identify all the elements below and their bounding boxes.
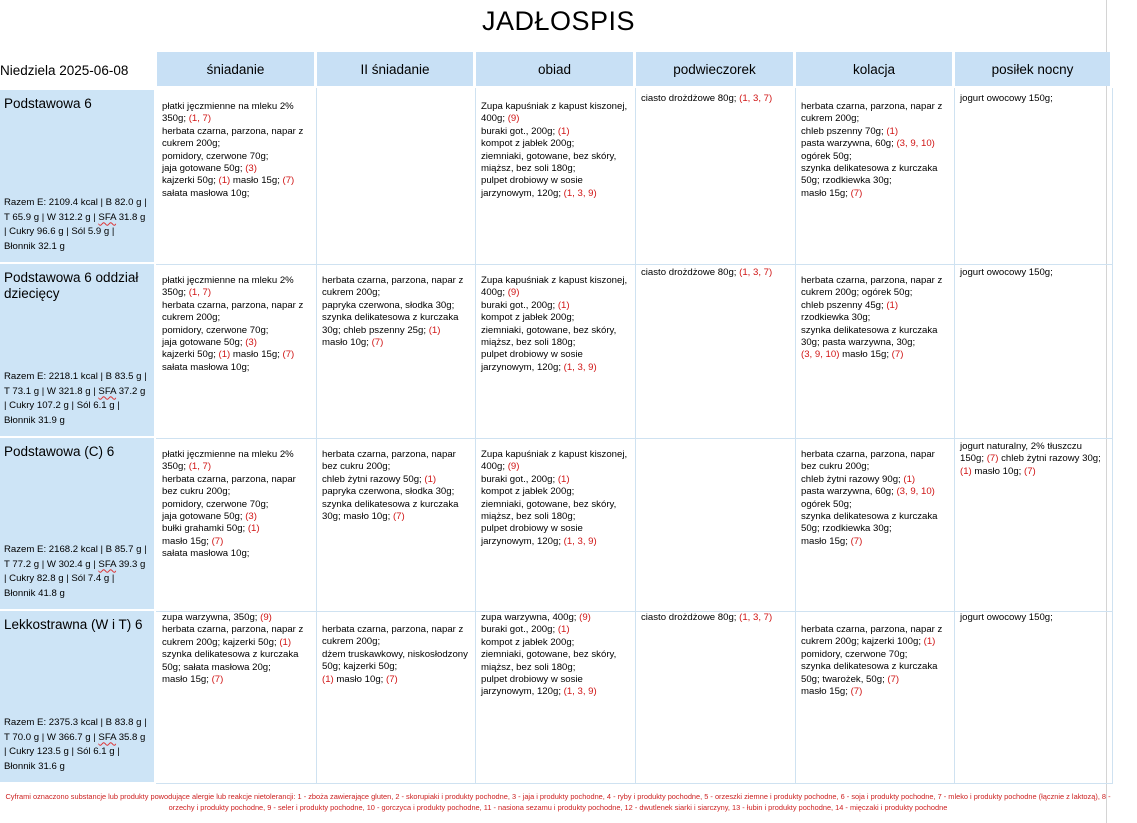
allergen-codes: (1, 7) [188,113,212,125]
allergen-codes: (1) [557,299,570,311]
meal-cell: jogurt owocowy 150g; [960,93,1053,104]
allergen-codes: (1, 3, 7) [739,93,773,104]
allergen-codes: (1) [428,324,441,336]
allergen-codes: (7) [887,673,900,685]
column-header: śniadanie [157,52,314,86]
nutrition-fiber: Błonnik 32.1 g [4,240,65,252]
allergen-codes: (1, 3, 9) [563,187,597,199]
meal-cell [316,101,474,261]
allergen-codes: (1) [279,636,292,648]
allergen-codes: (1) [557,624,570,636]
allergen-codes: (1) [322,673,334,685]
grid-line [156,264,1113,265]
grid-line [156,438,1113,439]
allergen-codes: (9) [260,612,272,623]
allergen-codes: (1) [557,473,570,485]
allergen-codes: (3, 9, 10) [801,349,840,361]
allergen-codes: (1, 3, 9) [563,686,597,698]
allergen-codes: (1, 7) [188,287,212,299]
allergen-codes: (3, 9, 10) [896,138,935,150]
allergen-codes: (3) [245,163,257,175]
sfa-label: SFA [98,211,117,223]
allergen-codes: (1, 7) [188,461,212,473]
meal-cell: zupa warzywna, 350g; (9) herbata czarna, parzona, napar z cukrem 200g; kajzerki 50g; (1) szynka delikatesowa z kurczaka 50g; sałata masłowa 20g; masło 15g; (7) [162,612,304,686]
nutrition-summary [4,196,152,254]
allergen-codes: (7) [211,674,224,686]
nutrition-fat-carbs: T 73.1 g | W 321.8 g | [4,385,96,397]
meal-cell: jogurt owocowy 150g; [960,612,1053,623]
nutrition-energy: Razem E: 2375.3 kcal | B 83.8 g | [4,717,147,728]
meal-cell: płatki jęczmienne na mleku 2% 350g; (1, 7) herbata czarna, parzona, napar z cukrem 200g; pomidory, czerwone 70g; jaja gotowane 50g; (3) kajzerki 50g; (1) masło 15g; (7) sałata masłowa 10g; [162,275,304,373]
meal-cell: ciasto drożdżowe 80g; (1, 3, 7) [641,612,773,623]
allergen-codes: (1) [903,473,916,485]
date-label: Niedziela 2025-06-08 [0,63,129,78]
nutrition-energy: Razem E: 2109.4 kcal | B 82.0 g | [4,197,147,208]
meal-cell: Zupa kapuśniak z kapust kiszonej, 400g; (9) buraki got., 200g; (1) kompot z jabłek 200g; ziemniaki, gotowane, bez skóry, miąższ, bez soli 180g; pulpet drobiowy w sosie jarzynowym, 120g; (1, 3, 9) [481,449,628,547]
meal-cell: płatki jęczmienne na mleku 2% 350g; (1, 7) herbata czarna, parzona, napar z cukrem 200g; pomidory, czerwone 70g; jaja gotowane 50g; (3) kajzerki 50g; (1) masło 15g; (7) sałata masłowa 10g; [162,101,304,199]
meal-cell: herbata czarna, parzona, napar z cukrem 200g; kajzerki 100g; (1) pomidory, czerwone 70g; szynka delikatesowa z kurczaka 50g; twarożek, 50g; (7) masło 15g; (7) [801,624,943,698]
allergen-codes: (7) [850,187,863,199]
nutrition-fat-carbs: T 77.2 g | W 302.4 g | [4,558,96,570]
column-header: kolacja [796,52,952,86]
allergen-codes: (7) [392,511,405,523]
nutrition-summary [4,370,152,428]
meal-cell: płatki jęczmienne na mleku 2% 350g; (1, 7) herbata czarna, parzona, napar bez cukru 200g; pomidory, czerwone 70g; jaja gotowane 50g; (3) bułki grahamki 50g; (1) masło 15g; (7) sałata masłowa 10g; [162,449,296,560]
nutrition-fiber: Błonnik 41.8 g [4,587,65,599]
allergen-codes: (3) [245,511,257,523]
meal-cell: jogurt naturalny, 2% tłuszczu 150g; (7) chleb żytni razowy 30g; (1) masło 10g; (7) [960,441,1101,477]
allergen-codes: (1) [886,125,899,137]
meal-cell: jogurt owocowy 150g; [960,267,1053,278]
diet-name: Podstawowa 6 [4,96,92,111]
meal-cell: herbata czarna, parzona, napar bez cukru 200g; chleb żytni razowy 90g; (1) pasta warzywna, 60g; (3, 9, 10) ogórek 50g; szynka delikatesowa z kurczaka 50g; rzodkiewka 30g; masło 15g; (7) [801,449,938,547]
column-header: II śniadanie [317,52,473,86]
allergen-codes: (1, 3, 9) [563,535,597,547]
allergen-footnote: Cyframi oznaczono substancje lub produkty powodujące alergie lub reakcje nietolerancji: 1 - zboża zawierające gluten, 2 - skorupiaki i produkty pochodne, 3 - jaja i produkty pochodne, 4 - ryby i produkty pochodne, 5 - orzeszki ziemne i produkty pochodne, 6 - soja i produkty pochodne, 7 - mleko i produkty pochodne (łącznie z laktozą), 8 - orzechy i produkty pochodne, 9 - seler i produkty pochodne, 10 - gorczyca i produkty pochodne, 11 - nasiona sezamu i produkty pochodne, 12 - dwutlenek siarki i siarczyny, 13 - łubin i produkty pochodne, 14 - mięczaki i produkty pochodne [5,792,1111,812]
meal-cell: Zupa kapuśniak z kapust kiszonej, 400g; (9) buraki got., 200g; (1) kompot z jabłek 200g; ziemniaki, gotowane, bez skóry, miąższ, bez soli 180g; pulpet drobiowy w sosie jarzynowym, 120g; (1, 3, 9) [481,275,628,373]
nutrition-summary [4,543,152,601]
meal-cell: herbata czarna, parzona, napar z cukrem 200g; dżem truskawkowy, niskosłodzony 50g; kajzerki 50g; (1) masło 10g; (7) [322,624,468,685]
allergen-codes: (7) [211,535,224,547]
allergen-codes: (1) [218,349,231,361]
grid-line [156,783,1113,784]
allergen-codes: (1, 3, 9) [563,361,597,373]
meal-cell: ciasto drożdżowe 80g; (1, 3, 7) [641,93,773,104]
nutrition-sfa-value: 39.3 g [118,558,146,570]
allergen-codes: (1) [886,299,899,311]
meal-cell: zupa warzywna, 400g; (9) buraki got., 200g; (1) kompot z jabłek 200g; ziemniaki, gotowane, bez skóry, miąższ, bez soli 180g; pulpet drobiowy w sosie jarzynowym, 120g; (1, 3, 9) [481,612,617,698]
allergen-codes: (1, 3, 7) [739,267,773,278]
allergen-codes: (9) [507,113,520,125]
diet-name: Podstawowa 6 oddział dziecięcy [4,270,139,301]
allergen-codes: (7) [386,673,398,685]
nutrition-sfa-value: 31.8 g [118,211,146,223]
nutrition-summary [4,716,152,774]
nutrition-fiber: Błonnik 31.9 g [4,414,65,426]
allergen-codes: (7) [1024,465,1036,477]
nutrition-sugar-salt: | Cukry 96.6 g | Sól 5.9 g | [4,226,115,237]
diet-row-header [0,264,154,436]
allergen-codes: (1) [247,523,260,535]
meal-cell: herbata czarna, parzona, napar z cukrem 200g; ogórek 50g; chleb pszenny 45g; (1) rzodkiewka 30g; szynka delikatesowa z kurczaka 30g; pasta warzywna, 30g; (3, 9, 10) masło 15g; (7) [801,275,943,361]
allergen-codes: (7) [850,686,863,698]
meal-cell [635,441,794,608]
diet-name: Podstawowa (C) 6 [4,444,115,459]
nutrition-fat-carbs: T 65.9 g | W 312.2 g | [4,211,96,223]
meal-cell: herbata czarna, parzona, napar bez cukru 200g; chleb żytni razowy 50g; (1) papryka czerwona, słodka 30g; szynka delikatesowa z kurczaka 30g; masło 10g; (7) [322,449,459,523]
allergen-codes: (9) [507,461,520,473]
nutrition-sugar-salt: | Cukry 123.5 g | Sól 6.1 g | [4,746,120,757]
allergen-codes: (7) [850,535,863,547]
diet-name: Lekkostrawna (W i T) 6 [4,617,143,632]
meal-cell: herbata czarna, parzona, napar z cukrem 200g; papryka czerwona, słodka 30g; szynka delikatesowa z kurczaka 30g; chleb pszenny 25g; (1) masło 10g; (7) [322,275,464,349]
diet-row-header [0,611,154,782]
nutrition-energy: Razem E: 2218.1 kcal | B 83.5 g | [4,371,147,382]
sfa-label: SFA [98,385,117,397]
sfa-label: SFA [98,558,117,570]
allergen-codes: (7) [986,453,999,465]
allergen-codes: (7) [282,349,295,361]
allergen-codes: (1, 3, 7) [739,612,773,623]
column-header: podwieczorek [636,52,793,86]
page-title: JADŁOSPIS [481,6,636,36]
allergen-codes: (7) [371,337,384,349]
sfa-label: SFA [98,731,117,743]
nutrition-sugar-salt: | Cukry 82.8 g | Sól 7.4 g | [4,573,115,584]
meal-cell: Zupa kapuśniak z kapust kiszonej, 400g; (9) buraki got., 200g; (1) kompot z jabłek 200g; ziemniaki, gotowane, bez skóry, miąższ, bez soli 180g; pulpet drobiowy w sosie jarzynowym, 120g; (1, 3, 9) [481,101,628,199]
allergen-codes: (9) [579,612,591,623]
diet-row-header [0,90,154,262]
nutrition-energy: Razem E: 2168.2 kcal | B 85.7 g | [4,544,147,555]
allergen-codes: (1) [218,175,231,187]
allergen-codes: (7) [282,175,295,187]
nutrition-sfa-value: 37.2 g [118,385,146,397]
nutrition-sfa-value: 35.8 g [118,731,146,743]
allergen-codes: (7) [891,349,904,361]
diet-row-header [0,438,154,609]
meal-cell: ciasto drożdżowe 80g; (1, 3, 7) [641,267,773,278]
allergen-codes: (1) [557,125,570,137]
nutrition-sugar-salt: | Cukry 107.2 g | Sól 6.1 g | [4,400,120,411]
allergen-codes: (3) [245,337,257,349]
allergen-codes: (3, 9, 10) [896,486,935,498]
allergen-codes: (9) [507,287,520,299]
column-header: obiad [476,52,633,86]
allergen-codes: (1) [923,636,936,648]
allergen-codes: (1) [960,465,972,477]
meal-cell: herbata czarna, parzona, napar z cukrem 200g; chleb pszenny 70g; (1) pasta warzywna, 60g; (3, 9, 10) ogórek 50g; szynka delikatesowa z kurczaka 50g; rzodkiewka 30g; masło 15g; (7) [801,101,943,199]
grid-line [1112,88,1113,784]
allergen-codes: (1) [424,473,437,485]
nutrition-fiber: Błonnik 31.6 g [4,760,65,772]
nutrition-fat-carbs: T 70.0 g | W 366.7 g | [4,731,96,743]
column-header: posiłek nocny [955,52,1110,86]
